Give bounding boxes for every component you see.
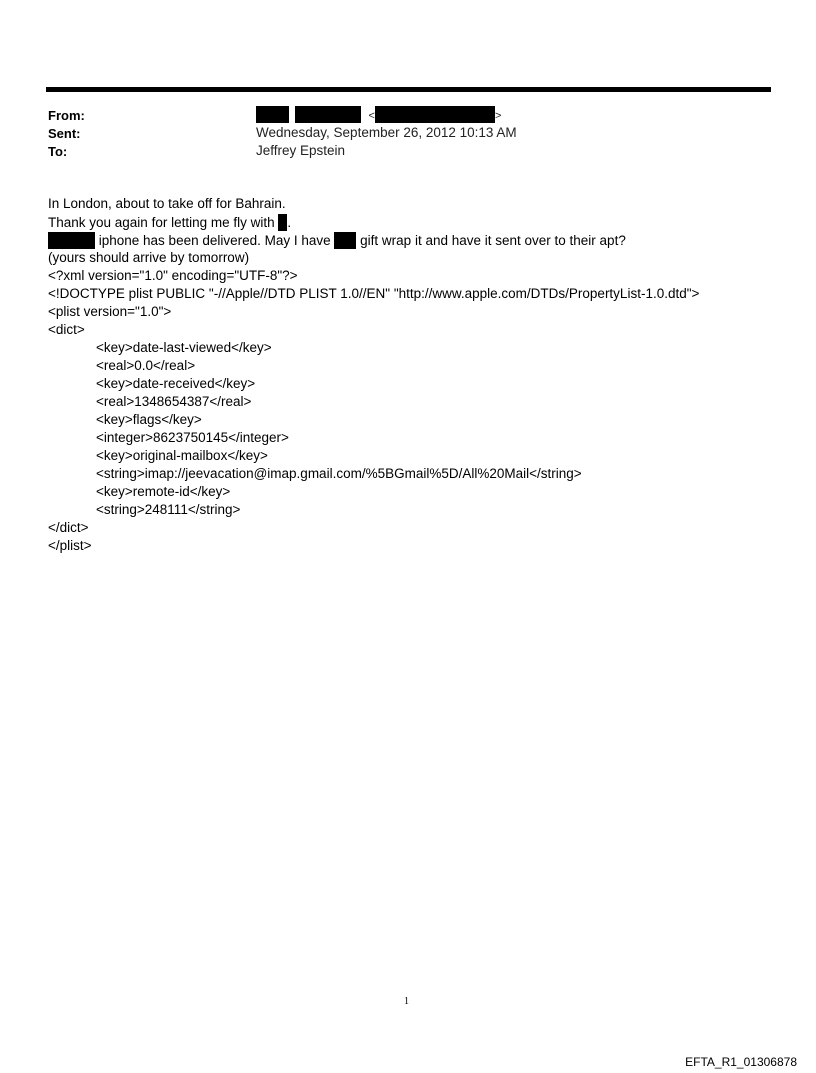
dict-entry: <key>original-mailbox</key> (96, 448, 268, 463)
body-line: (yours should arrive by tomorrow) (48, 250, 250, 265)
redaction-block (334, 232, 356, 249)
body-text: gift wrap it and have it sent over to their apt? (356, 233, 626, 248)
dict-entry: <string>248111</string> (96, 502, 241, 517)
redaction-block (48, 232, 95, 249)
plist-open: <plist version="1.0"> (48, 304, 172, 319)
dict-entry: <key>remote-id</key> (96, 484, 231, 499)
xml-declaration: <?xml version="1.0" encoding="UTF-8"?> (48, 268, 298, 283)
dict-entry: <integer>8623750145</integer> (96, 430, 289, 445)
page-number: 1 (404, 996, 409, 1007)
dict-entry: <key>date-received</key> (96, 376, 256, 391)
dict-entry: <real>0.0</real> (96, 358, 196, 373)
body-text: iphone has been delivered. May I have (95, 233, 335, 248)
redaction-block (375, 106, 495, 123)
plist-close: </plist> (48, 538, 92, 553)
doctype-line: <!DOCTYPE plist PUBLIC "-//Apple//DTD PLIST 1.0//EN" "http://www.apple.com/DTDs/PropertyList-1.0.dtd"> (48, 286, 700, 301)
from-lt: < (368, 110, 375, 122)
sent-value: Wednesday, September 26, 2012 10:13 AM (256, 125, 517, 140)
sent-label: Sent: (48, 126, 81, 141)
dict-entry: <string>imap://jeevacation@imap.gmail.com/%5BGmail%5D/All%20Mail</string> (96, 466, 582, 481)
redaction-block (256, 106, 289, 123)
body-text: . (287, 215, 292, 230)
redaction-block (295, 106, 361, 123)
from-value (256, 106, 501, 123)
dict-entry: <key>flags</key> (96, 412, 202, 427)
body-text: Thank you again for letting me fly with (48, 215, 279, 230)
to-value: Jeffrey Epstein (256, 143, 346, 158)
dict-entry: <real>1348654387</real> (96, 394, 252, 409)
bates-number: EFTA_R1_01306878 (685, 1055, 797, 1069)
header-divider (46, 87, 771, 92)
body-line: In London, about to take off for Bahrain. (48, 196, 286, 211)
dict-open: <dict> (48, 322, 85, 337)
to-label: To: (48, 144, 68, 159)
dict-close: </dict> (48, 520, 89, 535)
dict-entry: <key>date-last-viewed</key> (96, 340, 272, 355)
from-label: From: (48, 108, 85, 123)
body-line (48, 232, 626, 249)
from-gt: > (494, 110, 502, 122)
body-line (48, 214, 291, 231)
